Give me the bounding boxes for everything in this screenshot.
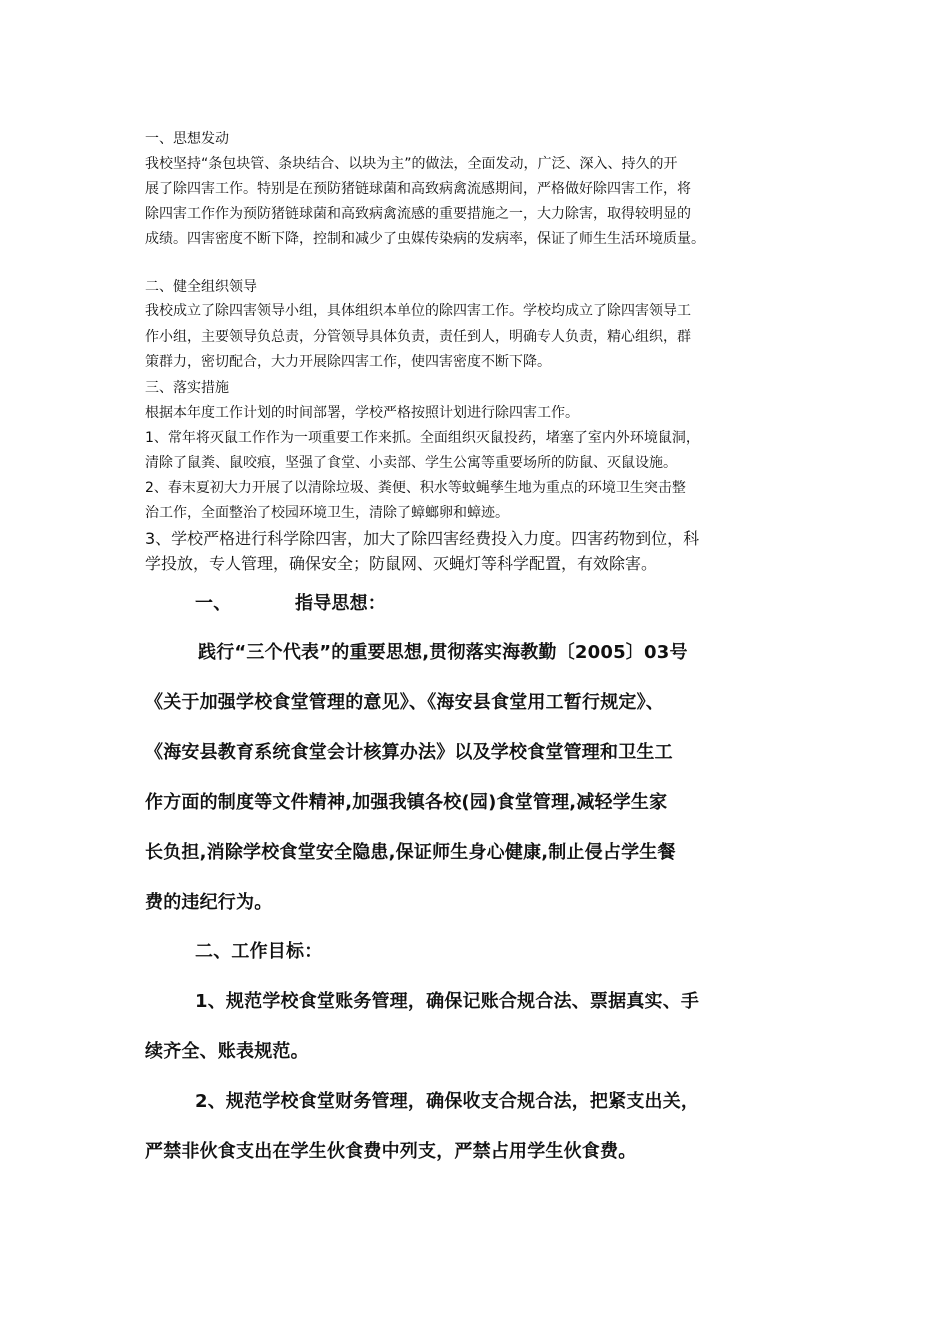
guiding-para-line-2: 《关于加强学校食堂管理的意见》、《海安县食堂用工暂行规定》、 (145, 692, 664, 713)
section3-intro: 根据本年度工作计划的时间部署，学校严格按照计划进行除四害工作。 (145, 405, 579, 421)
section3-item1-line-2: 清除了鼠粪、鼠咬痕，坚强了食堂、小卖部、学生公寓等重要场所的防鼠、灭鼠设施。 (145, 455, 677, 471)
guiding-para-line-1: 践行“三个代表”的重要思想,贯彻落实海教勤〔2005〕03号 (198, 642, 688, 663)
guiding-heading-number: 一、 (195, 593, 232, 614)
goal2-line-2: 严禁非伙食支出在学生伙食费中列支，严禁占用学生伙食费。 (145, 1141, 637, 1162)
goals-heading: 二、工作目标： (195, 941, 323, 962)
guiding-heading-text: 指导思想： (295, 593, 386, 614)
section3-item2-line-1: 2、春末夏初大力开展了以清除垃圾、粪便、积水等蚊蝇孳生地为重点的环境卫生突击整 (145, 480, 686, 496)
section2-line-3: 策群力，密切配合，大力开展除四害工作，使四害密度不断下降。 (145, 354, 551, 370)
guiding-para-line-5: 长负担,消除学校食堂安全隐患,保证师生身心健康,制止侵占学生餐 (145, 842, 676, 863)
section3-heading: 三、落实措施 (145, 380, 229, 396)
section1-line-1: 我校坚持“条包块管、条块结合、以块为主”的做法，全面发动，广泛、深入、持久的开 (145, 156, 678, 172)
section3-item3-line-1: 3、学校严格进行科学除四害，加大了除四害经费投入力度。四害药物到位，科 (145, 529, 700, 548)
section3-item2-line-2: 治工作，全面整治了校园环境卫生，清除了蟑螂卵和蟑迹。 (145, 505, 509, 521)
section3-item3-line-2: 学投放，专人管理，确保安全；防鼠网、灭蝇灯等科学配置，有效除害。 (145, 554, 658, 573)
guiding-para-line-3: 《海安县教育系统食堂会计核算办法》以及学校食堂管理和卫生工 (145, 742, 673, 763)
goal1-line-2: 续齐全、账表规范。 (145, 1041, 309, 1062)
section1-line-3: 除四害工作作为预防猪链球菌和高致病禽流感的重要措施之一，大力除害，取得较明显的 (145, 206, 691, 222)
guiding-para-line-6: 费的违纪行为。 (145, 892, 273, 913)
section2-heading: 二、健全组织领导 (145, 279, 257, 295)
goal1-line-1: 1、规范学校食堂账务管理，确保记账合规合法、票据真实、手 (195, 991, 700, 1012)
goal2-line-1: 2、规范学校食堂财务管理，确保收支合规合法，把紧支出关， (195, 1091, 700, 1112)
section1-line-2: 展了除四害工作。特别是在预防猪链球菌和高致病禽流感期间，严格做好除四害工作，将 (145, 181, 691, 197)
section2-line-2: 作小组，主要领导负总责，分管领导具体负责，责任到人，明确专人负责，精心组织，群 (145, 329, 691, 345)
section2-line-1: 我校成立了除四害领导小组，具体组织本单位的除四害工作。学校均成立了除四害领导工 (145, 303, 691, 319)
guiding-para-line-4: 作方面的制度等文件精神,加强我镇各校(园)食堂管理,减轻学生家 (145, 792, 668, 813)
section1-heading: 一、思想发动 (145, 131, 229, 147)
section3-item1-line-1: 1、常年将灭鼠工作作为一项重要工作来抓。全面组织灭鼠投药，堵塞了室内外环境鼠洞， (145, 430, 700, 446)
section1-line-4: 成绩。四害密度不断下降，控制和减少了虫媒传染病的发病率，保证了师生生活环境质量。 (145, 231, 705, 247)
